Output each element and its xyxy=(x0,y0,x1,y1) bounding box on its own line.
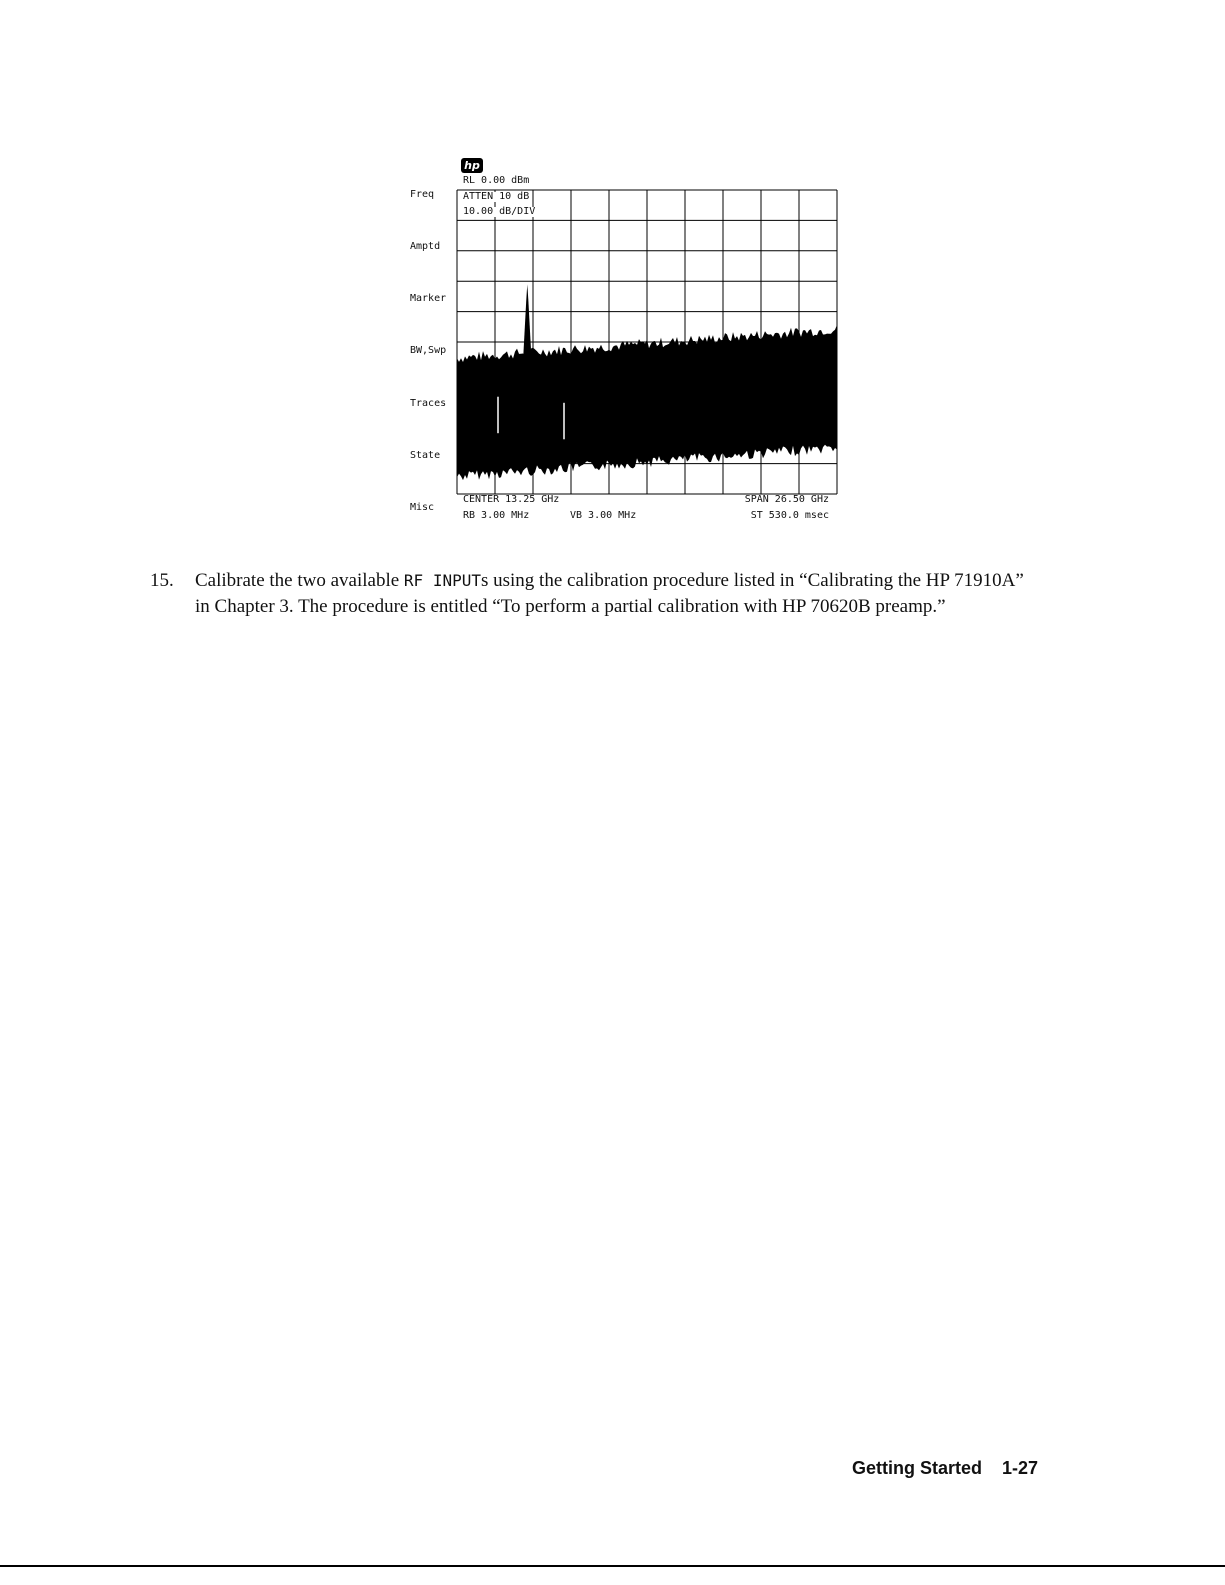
sweep-time: ST 530.0 msec xyxy=(750,510,829,521)
procedure-step xyxy=(150,568,1030,620)
signal-peak xyxy=(523,284,531,355)
span: SPAN 26.50 GHz xyxy=(744,494,829,505)
noise-floor xyxy=(457,325,837,480)
step-number: 15. xyxy=(150,570,174,591)
video-bandwidth: VB 3.00 MHz xyxy=(570,510,637,521)
softkey-traces: Traces xyxy=(410,398,447,409)
hp-logo-icon: hp xyxy=(461,158,483,173)
softkey-misc: Misc xyxy=(410,502,435,513)
softkey-amptd: Amptd xyxy=(410,241,441,252)
scale-per-div: 10.00 dB/DIV xyxy=(463,206,536,217)
footer-rule xyxy=(0,1565,1225,1567)
reference-level: RL 0.00 dBm xyxy=(463,175,530,186)
page-footer xyxy=(852,1458,1038,1479)
softkey-state: State xyxy=(410,450,441,461)
spectrum-analyzer-figure xyxy=(405,155,845,530)
spectrum-display xyxy=(456,189,838,495)
footer-page-number: 1-27 xyxy=(1002,1458,1039,1478)
step-text-lead: Calibrate the two available xyxy=(195,570,404,591)
attenuation: ATTEN 10 dB xyxy=(463,191,530,202)
softkey-bw-swp: BW,Swp xyxy=(410,345,447,356)
center-frequency: CENTER 13.25 GHz xyxy=(463,494,560,505)
rf-input-key: RF INPUT xyxy=(403,571,481,590)
softkey-freq: Freq xyxy=(410,189,435,200)
footer-section-title: Getting Started xyxy=(852,1458,983,1478)
step-text xyxy=(195,568,1030,620)
softkey-marker: Marker xyxy=(410,293,447,304)
step-text-rest: s using the calibration procedure listed in “Calibrating the HP 71910A” in Chapter 3. The procedure is entitled “To perform a partial calibration with HP 70620B preamp.” xyxy=(195,570,1024,617)
resolution-bandwidth: RB 3.00 MHz xyxy=(463,510,530,521)
